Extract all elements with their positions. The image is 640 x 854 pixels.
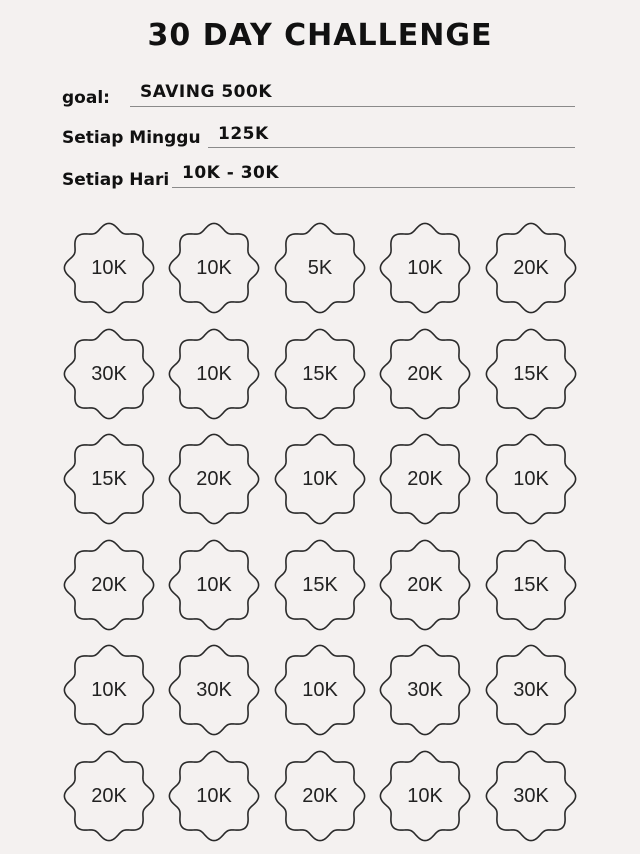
day-amount: 10K: [513, 468, 549, 490]
day-badge: [62, 221, 156, 315]
day-badge: [62, 643, 156, 737]
day-amount: 15K: [91, 468, 127, 490]
day-badge: [484, 432, 578, 526]
day-amount: 20K: [302, 785, 338, 807]
day-amount: 20K: [407, 468, 443, 490]
day-amount: 10K: [407, 785, 443, 807]
day-badge: [378, 749, 472, 843]
day-amount: 30K: [196, 679, 232, 701]
day-badge: [167, 327, 261, 421]
day-badge: [273, 643, 367, 737]
day-badge: [167, 643, 261, 737]
day-amount: 30K: [513, 679, 549, 701]
day-amount: 30K: [407, 679, 443, 701]
day-badge: [378, 432, 472, 526]
day-amount: 10K: [196, 257, 232, 279]
day-badge: [484, 327, 578, 421]
daily-value: 10K - 30K: [182, 163, 280, 183]
day-badge: [273, 432, 367, 526]
day-badge: [484, 221, 578, 315]
day-badge: [62, 432, 156, 526]
day-badge: [484, 643, 578, 737]
day-amount: 10K: [196, 363, 232, 385]
day-amount: 10K: [91, 257, 127, 279]
day-badge: [378, 538, 472, 632]
day-amount: 10K: [407, 257, 443, 279]
day-amount: 30K: [91, 363, 127, 385]
day-amount: 20K: [196, 468, 232, 490]
day-amount: 10K: [302, 679, 338, 701]
day-amount: 20K: [91, 785, 127, 807]
day-amount: 30K: [513, 785, 549, 807]
day-amount: 10K: [91, 679, 127, 701]
day-badge: [62, 327, 156, 421]
day-badge: [273, 327, 367, 421]
day-amount: 10K: [302, 468, 338, 490]
daily-label: Setiap Hari: [62, 170, 170, 190]
page-title: 30 DAY CHALLENGE: [147, 18, 493, 53]
goal-label: goal:: [62, 88, 110, 108]
day-badge: [378, 327, 472, 421]
day-amount: 20K: [407, 574, 443, 596]
day-amount: 10K: [196, 574, 232, 596]
day-badge: [167, 538, 261, 632]
day-badge: [273, 538, 367, 632]
day-badge: [273, 749, 367, 843]
day-badge: [484, 538, 578, 632]
day-amount: 20K: [513, 257, 549, 279]
day-amount: 15K: [302, 574, 338, 596]
day-badge: [167, 221, 261, 315]
day-badge: [273, 221, 367, 315]
day-badge: [62, 749, 156, 843]
day-amount: 5K: [307, 257, 333, 279]
day-amount: 20K: [407, 363, 443, 385]
day-amount: 15K: [302, 363, 338, 385]
day-amount: 20K: [91, 574, 127, 596]
day-amount: 10K: [196, 785, 232, 807]
day-amount: 15K: [513, 574, 549, 596]
goal-value: SAVING 500K: [140, 82, 272, 102]
weekly-label: Setiap Minggu: [62, 128, 201, 148]
weekly-value: 125K: [218, 124, 269, 144]
day-badge: [484, 749, 578, 843]
day-badge: [167, 432, 261, 526]
day-badge: [378, 221, 472, 315]
day-badge: [167, 749, 261, 843]
day-badge: [62, 538, 156, 632]
day-amount: 15K: [513, 363, 549, 385]
day-badge: [378, 643, 472, 737]
